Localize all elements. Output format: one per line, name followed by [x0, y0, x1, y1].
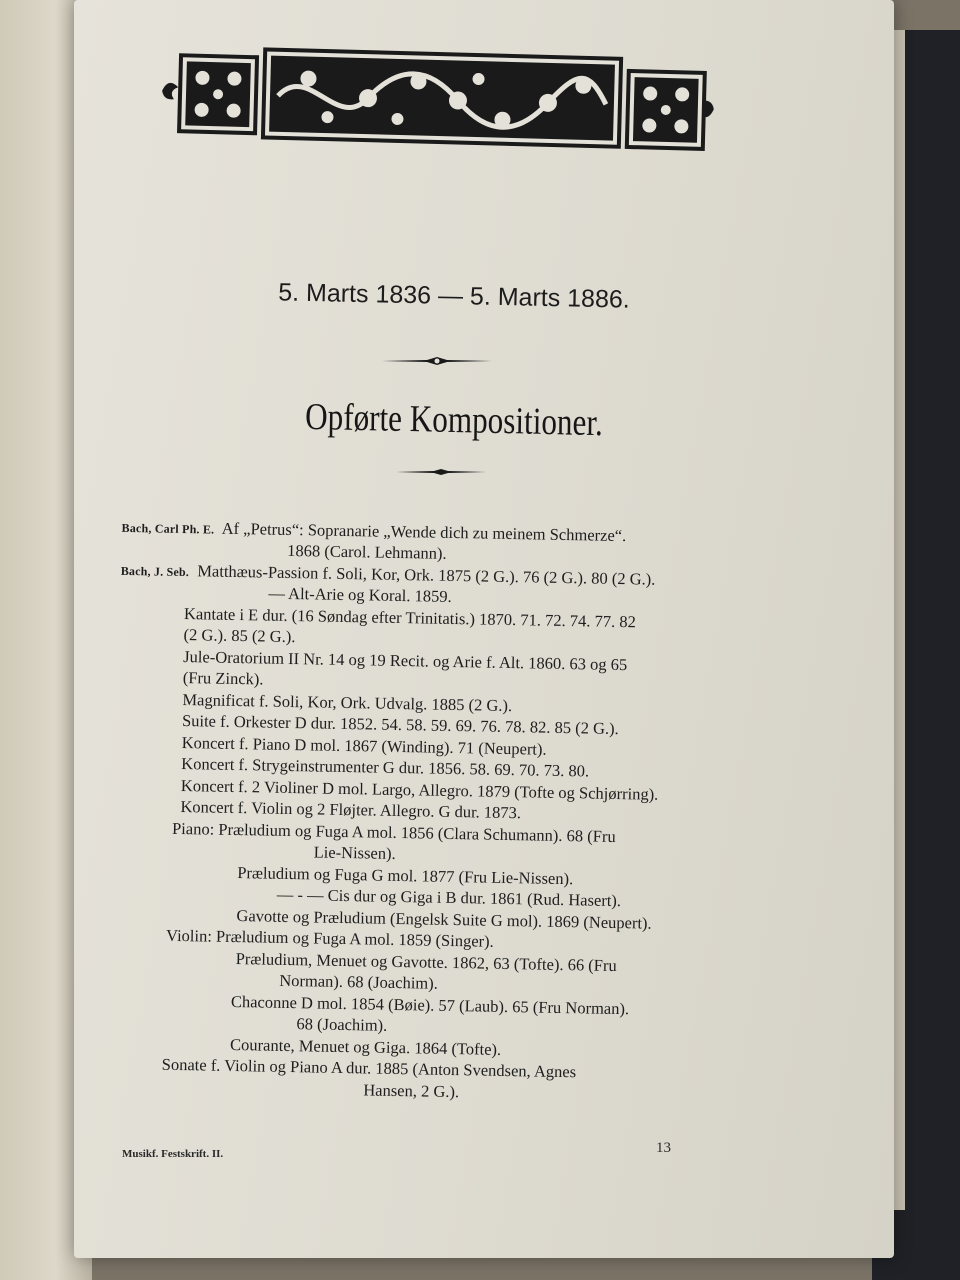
list-item: Kantate i E dur. (16 Søndag efter Trinitatis.) 1870. 71. 72. 74. 77. 82: [183, 604, 637, 632]
list-item: — - — Cis dur og Giga i B dur. 1861 (Rud. Hasert).: [276, 884, 622, 911]
list-item: Chaconne D mol. 1854 (Bøie). 57 (Laub). 65 (Fru Norman).: [230, 991, 630, 1019]
compositions-list: [74, 505, 894, 1102]
list-item: Præludium, Menuet og Gavotte. 1862, 63 (Tofte). 66 (Fru: [235, 949, 617, 976]
list-item: Jule-Oratorium II Nr. 14 og 19 Recit. og Arie f. Alt. 1860. 63 og 65: [183, 647, 628, 675]
list-item: Piano: Præludium og Fuga A mol. 1856 (Clara Schumann). 68 (Fru: [171, 818, 616, 846]
page-number: 13: [656, 1140, 671, 1156]
list-item: (2 G.). 85 (2 G.).: [183, 625, 296, 647]
list-item: 1868 (Carol. Lehmann).: [287, 540, 447, 563]
list-item: Koncert f. Strygeinstrumenter G dur. 1856. 58. 69. 70. 73. 80.: [181, 754, 590, 781]
list-item: Koncert f. Violin og 2 Fløjter. Allegro. G dur. 1873.: [180, 797, 522, 823]
decorative-header-ornament: [158, 38, 718, 160]
book-page: [74, 0, 894, 1258]
list-item: (Fru Zinck).: [182, 668, 264, 689]
list-item: Koncert f. 2 Violiner D mol. Largo, Allegro. 1879 (Tofte og Schjørring).: [180, 776, 659, 804]
list-item: Lie-Nissen).: [313, 842, 396, 863]
list-item: Courante, Menuet og Giga. 1864 (Tofte).: [229, 1034, 502, 1059]
list-item: — Alt-Arie og Koral. 1859.: [268, 583, 452, 606]
list-item: Gavotte og Præludium (Engelsk Suite G mol). 1869 (Neupert).: [236, 906, 652, 933]
date-range-heading: 5. Marts 1836 — 5. Marts 1886.: [277, 278, 631, 314]
composer-name: Bach, Carl Ph. E.: [121, 520, 215, 537]
ornamental-rule-small: [396, 466, 486, 478]
ornamental-rule: [382, 355, 492, 367]
list-item: Sonate f. Violin og Piano A dur. 1885 (Anton Svendsen, Agnes: [161, 1054, 577, 1082]
list-item: Suite f. Orkester D dur. 1852. 54. 58. 59. 69. 76. 78. 82. 85 (2 G.).: [181, 711, 619, 739]
list-item: Violin: Præludium og Fuga A mol. 1859 (Singer).: [165, 925, 494, 951]
entry-text: Af „Petrus“: Sopranarie „Wende dich zu meinem Schmerze“.: [221, 518, 627, 546]
section-title: Opførte Kompositioner.: [304, 395, 604, 445]
list-item: Koncert f. Piano D mol. 1867 (Winding). 71 (Neupert).: [181, 733, 547, 759]
list-item: Magnificat f. Soli, Kor, Ork. Udvalg. 1885 (2 G.).: [182, 690, 513, 716]
entry-text: Matthæus-Passion f. Soli, Kor, Ork. 1875 (2 G.). 76 (2 G.). 80 (2 G.).: [197, 561, 656, 589]
list-item: Hansen, 2 G.).: [363, 1080, 460, 1102]
list-item: Norman). 68 (Joachim).: [279, 970, 439, 993]
composer-name: Bach, J. Seb.: [120, 563, 190, 580]
list-item: 68 (Joachim).: [296, 1014, 388, 1035]
running-title: Musikf. Festskrift. II.: [122, 1148, 224, 1160]
list-item: Præludium og Fuga G mol. 1877 (Fru Lie-Nissen).: [237, 863, 574, 889]
